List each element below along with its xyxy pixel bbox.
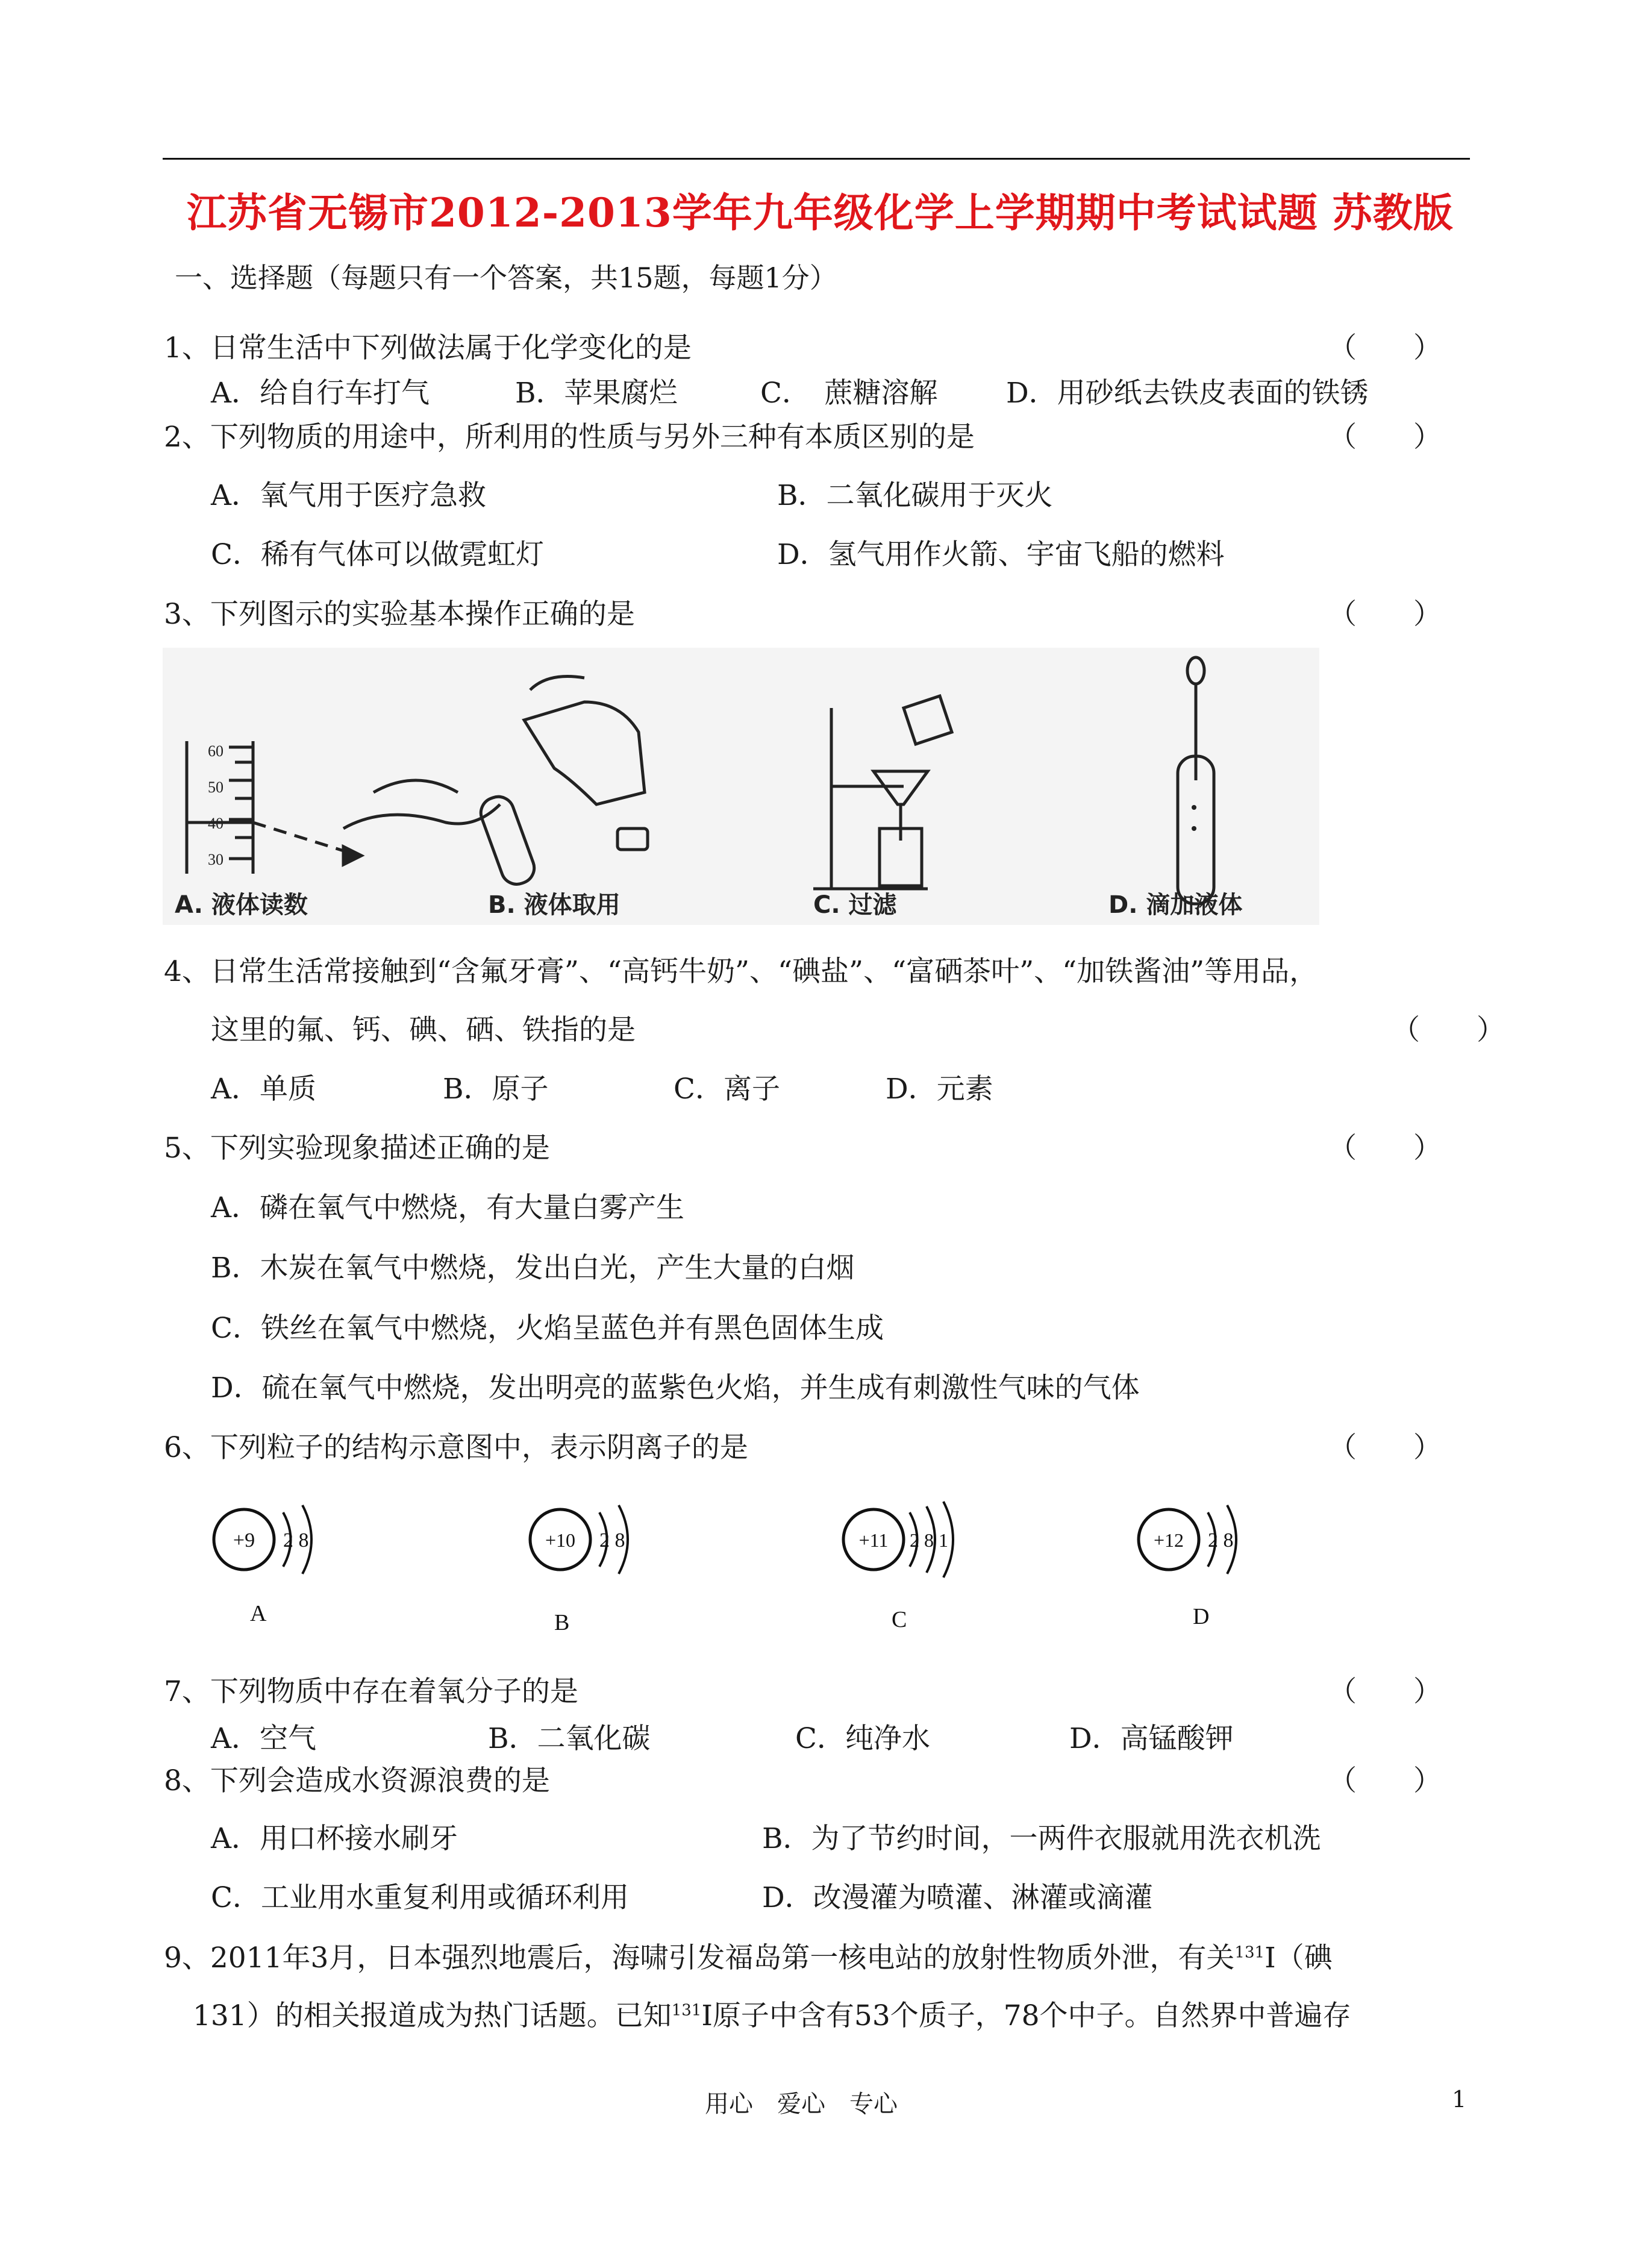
lab-operations-figure (163, 648, 1319, 925)
answer-blank-1: （ ） (1328, 331, 1442, 365)
nucleus-charge-b: +10 (545, 1529, 576, 1551)
question-8-stem: 8、下列会造成水资源浪费的是 (164, 1764, 550, 1797)
q7-option-d: D．高锰酸钾 (1069, 1722, 1234, 1755)
figure-label-b: B. 液体取用 (488, 891, 621, 919)
q4-option-d: D．元素 (886, 1073, 993, 1106)
q4-option-c: C．离子 (674, 1073, 780, 1106)
q8-option-d: D．改漫灌为喷灌、淋灌或滴灌 (762, 1881, 1153, 1914)
q1-option-d: D．用砂纸去铁皮表面的铁锈 (1006, 377, 1369, 410)
question-1-stem: 1、日常生活中下列做法属于化学变化的是 (164, 331, 692, 365)
page-number: 1 (1452, 2086, 1467, 2113)
structure-diagram-a (214, 1505, 311, 1626)
q7-option-a: A．空气 (211, 1722, 316, 1755)
figure-label-d: D. 滴加液体 (1108, 891, 1243, 919)
q5-option-d: D．硫在氧气中燃烧，发出明亮的蓝紫色火焰，并生成有刺激性气味的气体 (211, 1371, 1140, 1405)
q8-option-c: C．工业用水重复利用或循环利用 (211, 1881, 629, 1914)
diagram-label-c: C (892, 1607, 907, 1632)
q2-option-d: D．氢气用作火箭、宇宙飞船的燃料 (777, 538, 1225, 571)
atomic-structure-diagrams (199, 1488, 1307, 1645)
answer-blank-2: （ ） (1328, 421, 1442, 454)
diagram-label-a: A (250, 1601, 267, 1626)
header-rule (163, 158, 1470, 160)
question-2-stem: 2、下列物质的用途中，所利用的性质与另外三种有本质区别的是 (164, 421, 975, 454)
q5-option-c: C．铁丝在氧气中燃烧，火焰呈蓝色并有黑色固体生成 (211, 1312, 884, 1345)
answer-blank-5: （ ） (1328, 1132, 1442, 1165)
structure-diagram-b (530, 1505, 628, 1635)
question-9-line2 (193, 1993, 1351, 2034)
question-9-text-c: 131）的相关报道成为热门话题。已知 (193, 1999, 672, 2032)
question-9-text-d: I原子中含有53个质子，78个中子。自然界中普遍存 (701, 1999, 1351, 2032)
q4-option-b: B．原子 (443, 1073, 549, 1106)
question-9-superscript-1: 131 (1234, 1943, 1265, 1962)
electron-shells-d: 2 8 (1208, 1529, 1234, 1552)
question-4-stem-line2: 这里的氟、钙、碘、硒、铁指的是 (211, 1013, 636, 1047)
page-title: 江苏省无锡市2012-2013学年九年级化学上学期期中考试试题 苏教版 (187, 189, 1454, 236)
question-9-text-a: 9、2011年3月，日本强烈地震后，海啸引发福岛第一核电站的放射性物质外泄，有关 (164, 1941, 1235, 1975)
answer-blank-8: （ ） (1328, 1764, 1442, 1797)
cylinder-tick-30: 30 (208, 851, 224, 868)
question-6-stem: 6、下列粒子的结构示意图中，表示阴离子的是 (164, 1431, 748, 1464)
q1-option-a: A．给自行车打气 (211, 377, 430, 410)
q1-option-b: B．苹果腐烂 (515, 377, 678, 410)
q2-option-c: C．稀有气体可以做霓虹灯 (211, 538, 544, 571)
figure-label-c: C. 过滤 (813, 891, 897, 919)
question-9-text-b: I（碘 (1265, 1941, 1333, 1975)
diagram-label-b: B (554, 1610, 570, 1635)
q4-option-a: A．单质 (211, 1073, 316, 1106)
cylinder-tick-50: 50 (208, 778, 224, 796)
question-9-superscript-2: 131 (671, 2001, 702, 2020)
question-3-stem: 3、下列图示的实验基本操作正确的是 (164, 598, 635, 631)
electron-shells-c: 2 8 1 (910, 1529, 948, 1551)
footer-motto: 用心 爱心 专心 (705, 2090, 898, 2118)
electron-shells-b: 2 8 (599, 1529, 625, 1552)
figure-label-a: A. 液体读数 (175, 891, 308, 919)
structure-diagram-c (843, 1502, 953, 1632)
electron-shells-a: 2 8 (283, 1529, 309, 1552)
q5-option-a: A．磷在氧气中燃烧，有大量白雾产生 (211, 1191, 684, 1224)
question-4-stem-line1: 4、日常生活常接触到“含氟牙膏”、“高钙牛奶”、“碘盐”、“富硒茶叶”、“加铁酱油”等用品， (164, 955, 1318, 988)
q7-option-c: C．纯净水 (795, 1722, 930, 1755)
answer-blank-6: （ ） (1328, 1431, 1442, 1464)
answer-blank-3: （ ） (1328, 598, 1442, 631)
q8-option-b: B．为了节约时间，一两件衣服就用洗衣机洗 (762, 1822, 1321, 1855)
cylinder-tick-40: 40 (208, 815, 224, 832)
nucleus-charge-d: +12 (1153, 1529, 1184, 1551)
structure-diagram-d (1139, 1505, 1236, 1629)
cylinder-tick-60: 60 (208, 742, 224, 760)
q2-option-b: B．二氧化碳用于灭火 (777, 479, 1053, 512)
q2-option-a: A．氧气用于医疗急救 (211, 479, 486, 512)
nucleus-charge-c: +11 (858, 1529, 889, 1551)
answer-blank-7: （ ） (1328, 1675, 1442, 1708)
diagram-label-d: D (1193, 1604, 1210, 1629)
q8-option-a: A．用口杯接水刷牙 (211, 1822, 458, 1855)
question-5-stem: 5、下列实验现象描述正确的是 (164, 1132, 550, 1165)
section-heading: 一、选择题（每题只有一个答案，共15题，每题1分） (175, 262, 837, 294)
q5-option-b: B．木炭在氧气中燃烧，发出白光，产生大量的白烟 (211, 1251, 855, 1285)
question-7-stem: 7、下列物质中存在着氧分子的是 (164, 1675, 578, 1708)
q7-option-b: B．二氧化碳 (488, 1722, 651, 1755)
q1-option-c: C． 蔗糖溶解 (760, 377, 938, 410)
nucleus-charge-a: +9 (233, 1529, 255, 1552)
answer-blank-4: （ ） (1392, 1013, 1505, 1047)
question-9-line1 (164, 1935, 1333, 1976)
